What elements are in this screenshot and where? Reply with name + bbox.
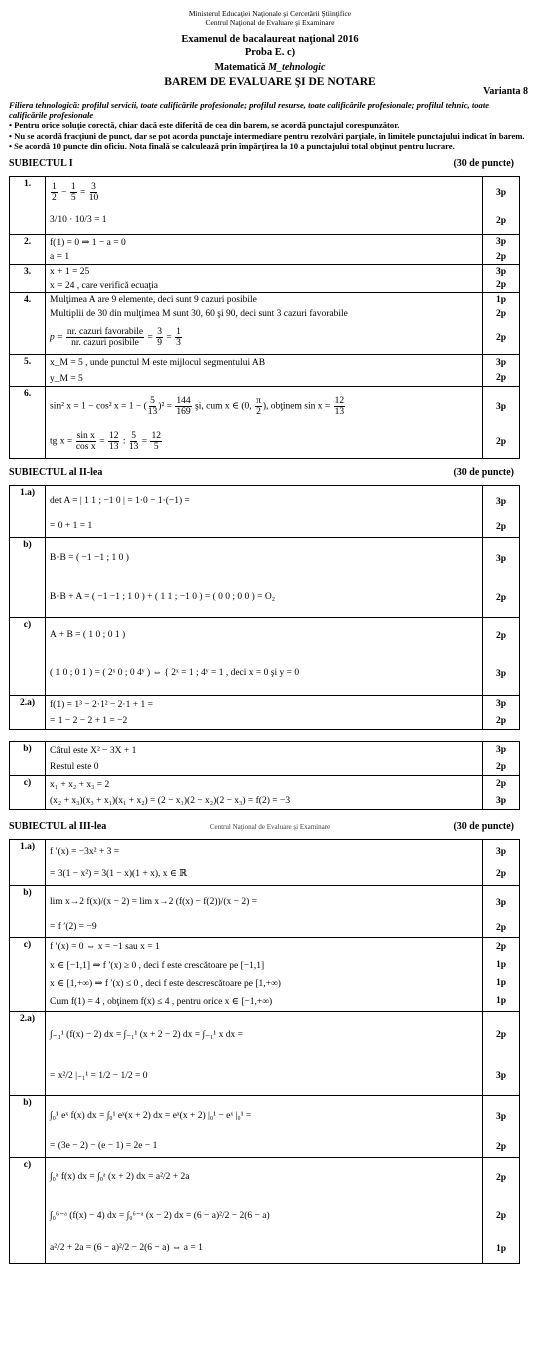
section-1-title: SUBIECTUL I [9, 158, 73, 170]
answer-line: f ′(x) = −3x² + 3 = [50, 846, 120, 857]
answer-line: f(1) = 1³ − 2·1² − 2·1 + 1 = [50, 699, 153, 710]
item-number: 2.a) [10, 1012, 46, 1096]
item-number: c) [10, 1158, 46, 1264]
proba-title: Proba E. c) [244, 47, 296, 58]
points: 2p [495, 216, 507, 227]
item-number: 2. [10, 235, 46, 265]
answer-line: = x²/2 |₋₁¹ = 1/2 − 1/2 = 0 [50, 1070, 148, 1081]
answer-line: ∫₀¹ eˣ f(x) dx = ∫₀¹ eˣ(x + 2) dx = eˣ(x + 2) |₀¹ − eˣ |₀¹ = [50, 1111, 252, 1122]
answer-line: Cum f(1) = 4 , obţinem f(x) ≤ 4 , pentru orice x ∈ [−1,+∞) [50, 996, 273, 1007]
barem-title: BAREM DE EVALUARE ŞI DE NOTARE [164, 76, 376, 88]
answer-line: ∫₋₁¹ (f(x) − 2) dx = ∫₋₁¹ (x + 2 − 2) dx = ∫₋₁¹ x dx = [50, 1029, 243, 1040]
center-line: Centrul Naţional de Evaluare şi Examinare [205, 18, 335, 27]
points: 3p [495, 1112, 507, 1123]
answer-line: a²/2 + 2a = (6 − a)²/2 − 2(6 − a) ⇔ a = 1 [50, 1243, 203, 1254]
section-1-table [9, 176, 520, 459]
table-row [10, 742, 520, 776]
table-row [10, 618, 520, 696]
section-2-table-b [9, 741, 520, 810]
points: 2p [495, 437, 507, 448]
points: 2p [495, 593, 507, 604]
answer-line: A + B = ( 1 0 ; 0 1 ) [50, 630, 126, 641]
answer-line: x₁ + x₂ + x₃ = 2 [50, 779, 110, 790]
table-row [10, 1158, 520, 1264]
answer-line: 3/10 · 10/3 = 1 [50, 215, 107, 226]
subject-prefix: Matematică [214, 62, 266, 73]
points: 3p [495, 898, 507, 909]
points: 1p [495, 978, 507, 989]
points: 3p [495, 699, 507, 710]
answer-line: Mulţimea A are 9 elemente, deci sunt 9 cazuri posibile [50, 295, 257, 306]
fraction-numerator: nr. cazuri favorabile [66, 326, 144, 337]
points: 3p [495, 358, 507, 369]
answer-line: = 0 + 1 = 1 [50, 521, 93, 532]
table-row [10, 886, 520, 938]
points: 2p [495, 869, 507, 880]
table-row [10, 696, 520, 730]
subject-title [0, 62, 540, 73]
note-2: • Nu se acordă fracţiuni de punct, dar se pot acorda punctaje intermediare pentru rezolvări parţiale, în limitele punctajului indicat în barem. [9, 130, 525, 141]
points: 2p [495, 1142, 507, 1153]
points: 1p [495, 996, 507, 1007]
section-2-title: SUBIECTUL al II-lea [9, 467, 103, 479]
item-number: b) [10, 1096, 46, 1158]
answer-line: x_M = 5 , unde punctul M este mijlocul segmentului AB [50, 358, 266, 369]
table-row [10, 486, 520, 538]
table-row [10, 938, 520, 1012]
points: 2p [495, 1211, 507, 1222]
table-row [10, 265, 520, 293]
answer-line: a = 1 [50, 252, 70, 263]
item-number: 4. [10, 293, 46, 355]
points: 2p [495, 373, 507, 384]
table-row [10, 293, 520, 355]
answer-line: B·B + A = ( −1 −1 ; 1 0 ) + ( 1 1 ; −1 0 ) = ( 0 0 ; 0 0 ) = O₂ [50, 592, 276, 603]
section-2-table-a [9, 485, 520, 730]
item-number: 1. [10, 177, 46, 235]
points: 2p [495, 309, 507, 320]
answer-line: ( 1 0 ; 0 1 ) = ( 2ˣ 0 ; 0 4ʸ ) ⇔ { 2ˣ = 1 ; 4ʸ = 1 , deci x = 0 şi y = 0 [50, 668, 300, 679]
points: 2p [495, 333, 507, 344]
fraction-denominator: nr. cazuri posibile [71, 337, 139, 348]
answer-line: sin² x = 1 − cos² x = 1 − ( $\frac{5}{13}$ )² = $\frac{144}{169}$ şi, cum x ∈ (0, $\frac{\pi}{2}$ ), obţinem sin x = $\frac{12}{13}$ [50, 395, 345, 417]
table-row [10, 538, 520, 618]
answer-line: Câtul este X² − 3X + 1 [50, 745, 137, 756]
points: 2p [495, 762, 507, 773]
table-row [10, 387, 520, 459]
page-header [0, 0, 540, 97]
points: 3p [495, 188, 507, 199]
points: 2p [495, 280, 507, 291]
points: 3p [495, 847, 507, 858]
item-number: 1.a) [10, 840, 46, 886]
answer-line: = 1 − 2 − 2 + 1 = −2 [50, 716, 128, 727]
answer-line: x ∈ [−1,1] ⇒ f ′(x) ≥ 0 , deci f este crescătoare pe [−1,1] [50, 960, 265, 971]
points: 2p [495, 1173, 507, 1184]
answer-line: ∫₀⁶⁻ᵃ (f(x) − 4) dx = ∫₀⁶⁻ᵃ (x − 2) dx = (6 − a)²/2 − 2(6 − a) [50, 1210, 270, 1221]
exam-title: Examenul de bacalaureat naţional 2016 [181, 34, 359, 45]
item-number: c) [10, 776, 46, 810]
points: 3p [495, 402, 507, 413]
answer-line: (x₂ + x₃)(x₃ + x₁)(x₁ + x₂) = (2 − x₁)(2 − x₂)(2 − x₃) = f(2) = −3 [50, 796, 291, 807]
answer-line: x + 1 = 25 [50, 267, 90, 278]
section-3-table [9, 839, 520, 1264]
item-number: 5. [10, 355, 46, 387]
ministry-line: Ministerul Educaţiei Naţionale şi Cercetării Ştiinţifice [188, 9, 352, 18]
answer-line: Restul este 0 [50, 762, 99, 773]
table-row [10, 177, 520, 235]
answer-line: det A = | 1 1 ; −1 0 | = 1·0 − 1·(−1) = [50, 496, 190, 507]
points: 3p [495, 237, 507, 248]
points: 3p [495, 745, 507, 756]
points: 2p [495, 252, 507, 263]
item-number: 1.a) [10, 486, 46, 538]
answer-line: = 3(1 − x²) = 3(1 − x)(1 + x), x ∈ ℝ [50, 869, 188, 880]
item-number: b) [10, 886, 46, 938]
points: 2p [495, 716, 507, 727]
answer-mid: , obţinem sin x = [266, 401, 331, 412]
points: 1p [495, 960, 507, 971]
table-row [10, 1096, 520, 1158]
answer-line: y_M = 5 [50, 373, 83, 384]
section-3-title: SUBIECTUL al III-lea [9, 821, 107, 833]
points: 2p [495, 942, 507, 953]
note-3: • Se acordă 10 puncte din oficiu. Nota finală se calculează prin împărţirea la 10 a punctajului total obţinut pentru lucrare. [9, 140, 455, 151]
table-row [10, 840, 520, 886]
points: 3p [495, 554, 507, 565]
table-row [10, 235, 520, 265]
subject-italic: M_tehnologic [268, 62, 326, 73]
answer-line: = f ′(2) = −9 [50, 922, 97, 933]
filiera-note: Filiera tehnologică: profilul servicii, toate calificările profesionale; profilul resurse, toate calificările profesionale; profilul tehnic, toate calificările profesionale [9, 100, 490, 121]
points: 3p [495, 497, 507, 508]
section-2-heading [0, 467, 540, 478]
answer-line: x ∈ [1,+∞) ⇒ f ′(x) ≤ 0 , deci f este descrescătoare pe [1,+∞) [50, 978, 281, 989]
answer-line: lim x→2 f(x)/(x − 2) = lim x→2 (f(x) − f(2))/(x − 2) = [50, 897, 257, 908]
item-number: c) [10, 938, 46, 1012]
points: 2p [495, 923, 507, 934]
answer-line: tg x = $\frac{\text{sin x}}{\text{cos x}}$ = $\frac{12}{13}$ : $\frac{5}{13}$ = $\frac{12}{5}$ [50, 430, 161, 452]
section-1-points: (30 de puncte) [453, 158, 514, 170]
points: 3p [495, 267, 507, 278]
points: 3p [495, 669, 507, 680]
points: 3p [495, 1071, 507, 1082]
points: 2p [495, 1030, 507, 1041]
item-number: 6. [10, 387, 46, 459]
points: 1p [495, 295, 507, 306]
table-row [10, 355, 520, 387]
points: 2p [495, 631, 507, 642]
page-mark: Centrul Naţional de Evaluare şi Examinare [209, 823, 331, 831]
answer-line: = (3e − 2) − (e − 1) = 2e − 1 [50, 1141, 158, 1152]
answer-line: Multiplii de 30 din mulţimea M sunt 30, 60 şi 90, deci sunt 3 cazuri favorabile [50, 309, 348, 320]
answer-line: x = 24 , care verifică ecuaţia [50, 280, 158, 291]
answer-line: f ′(x) = 0 ⇔ x = −1 sau x = 1 [50, 942, 160, 953]
section-3-points: (30 de puncte) [453, 821, 514, 833]
item-number: c) [10, 618, 46, 696]
answer-line: ∫₀ᵃ f(x) dx = ∫₀ᵃ (x + 2) dx = a²/2 + 2a [50, 1172, 190, 1183]
table-row [10, 1012, 520, 1096]
answer-line: p = $\frac{\text{nr. cazuri favorabile}}{\text{nr. cazuri posibile}}$ = $\frac{3}{9}$ = $\frac{1}{3}$ [50, 326, 181, 348]
points: 1p [495, 1244, 507, 1255]
answer-line: f(1) = 0 ⇒ 1 − a = 0 [50, 238, 126, 249]
section-1-heading [0, 158, 540, 169]
item-number: b) [10, 742, 46, 776]
section-2-points: (30 de puncte) [453, 467, 514, 479]
points: 3p [495, 796, 507, 807]
item-number: b) [10, 538, 46, 618]
answer-line: B·B = ( −1 −1 ; 1 0 ) [50, 553, 129, 564]
table-row [10, 776, 520, 810]
points: 2p [495, 779, 507, 790]
points: 2p [495, 522, 507, 533]
item-number: 3. [10, 265, 46, 293]
item-number: 2.a) [10, 696, 46, 730]
notes [0, 100, 540, 151]
note-1: • Pentru orice soluţie corectă, chiar dacă este diferită de cea din barem, se acordă punctajul corespunzător. [9, 120, 400, 131]
varianta: Varianta 8 [483, 86, 528, 97]
answer-line: $\frac{1}{2}$ − $\frac{1}{5}$ = $\frac{3}{10}$ [52, 181, 99, 203]
